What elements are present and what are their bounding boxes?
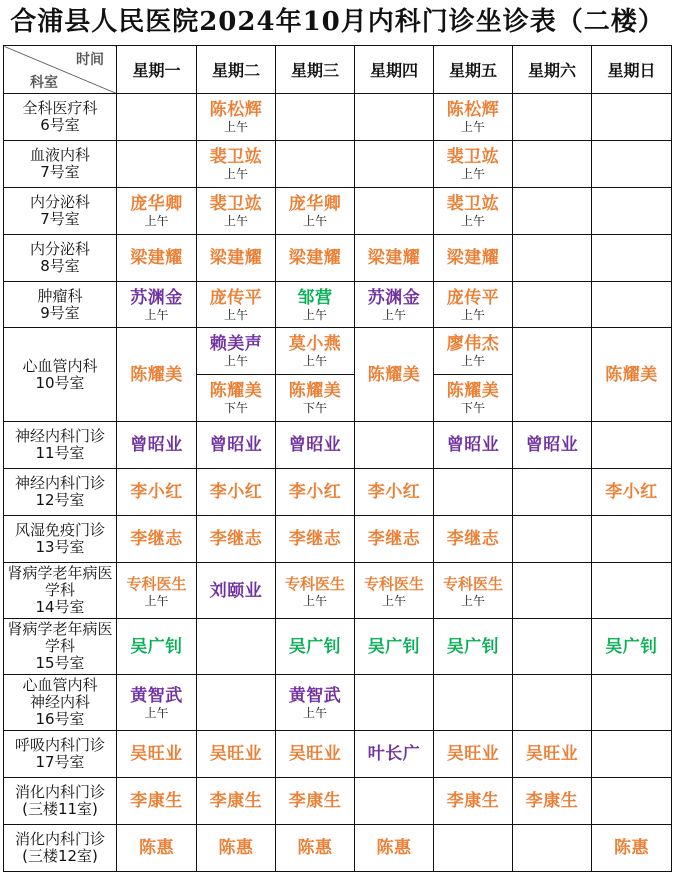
schedule-cell-sun xyxy=(592,422,672,469)
session-label: 上午 xyxy=(144,307,169,322)
schedule-cell-sun xyxy=(592,731,672,778)
dept-label: 全科医疗科 xyxy=(22,99,98,117)
doctor-name: 邹营 xyxy=(297,287,333,308)
schedule-cell-fri xyxy=(434,516,513,563)
schedule-cell-sat xyxy=(513,141,592,188)
schedule-cell-mon xyxy=(117,825,197,872)
session-label: 上午 xyxy=(460,167,485,181)
session-label: 上午 xyxy=(223,214,248,228)
schedule-cell-wed xyxy=(276,188,355,235)
schedule-cell-wed xyxy=(276,422,355,469)
schedule-cell-wed-am xyxy=(276,328,355,375)
dept-cell xyxy=(4,282,117,328)
schedule-cell-tue xyxy=(197,282,276,328)
schedule-cell-wed xyxy=(276,516,355,563)
schedule-cell-sun xyxy=(592,188,672,235)
schedule-cell-tue-pm xyxy=(197,375,276,422)
schedule-cell-tue xyxy=(197,619,276,675)
doctor-name: 陈惠 xyxy=(297,838,333,858)
schedule-cell-sun xyxy=(592,619,672,675)
day-header-sat: 星期六 xyxy=(513,46,592,94)
schedule-cell-fri xyxy=(434,619,513,675)
dept-cell xyxy=(4,141,117,188)
dept-label: 学科 xyxy=(44,637,75,655)
dept-label: 12号室 xyxy=(35,491,85,509)
session-label: 上午 xyxy=(460,120,485,134)
page-title: 合浦县人民医院2024年10月内科门诊坐诊表（二楼） xyxy=(10,7,665,37)
doctor-name: 庞华卿 xyxy=(288,194,342,214)
dept-cell xyxy=(4,675,117,731)
schedule-cell-tue xyxy=(197,675,276,731)
doctor-name: 苏渊金 xyxy=(130,287,183,308)
schedule-cell-mon xyxy=(117,188,197,235)
schedule-cell-mon xyxy=(117,675,197,731)
doctor-name: 黄智武 xyxy=(288,685,342,706)
doctor-name: 吴旺业 xyxy=(288,744,342,764)
doctor-name: 刘颐业 xyxy=(209,580,263,601)
schedule-cell-tue xyxy=(197,141,276,188)
doctor-name: 李小红 xyxy=(605,482,658,502)
schedule-cell-fri xyxy=(434,235,513,282)
dept-label: 9号室 xyxy=(40,303,80,322)
dept-cell xyxy=(4,516,117,563)
session-label: 下午 xyxy=(223,401,248,415)
doctor-name: 陈耀美 xyxy=(130,364,183,385)
schedule-cell-thu xyxy=(355,235,434,282)
schedule-cell-tue xyxy=(197,188,276,235)
schedule-body xyxy=(4,94,672,872)
dept-label: 14号室 xyxy=(35,598,85,616)
doctor-name: 陈惠 xyxy=(218,838,254,858)
doctor-name: 吴广钊 xyxy=(605,636,658,657)
schedule-cell-thu xyxy=(355,516,434,563)
schedule-cell-wed xyxy=(276,619,355,675)
dept-label: 11号室 xyxy=(35,444,85,462)
doctor-name: 陈耀美 xyxy=(288,381,342,401)
table-row xyxy=(4,563,672,619)
session-label: 下午 xyxy=(302,401,327,415)
dept-label: 消化内科门诊 xyxy=(14,783,105,801)
schedule-cell-wed xyxy=(276,825,355,872)
dept-label: 神经内科门诊 xyxy=(14,474,105,492)
schedule-cell-wed xyxy=(276,235,355,282)
dept-cell xyxy=(4,469,117,516)
schedule-table xyxy=(3,45,672,872)
dept-label: 肾病学老年病医 xyxy=(7,620,113,638)
schedule-cell-wed xyxy=(276,563,355,619)
doctor-name: 李康生 xyxy=(525,791,579,811)
schedule-cell-fri-am xyxy=(434,328,513,375)
session-label: 上午 xyxy=(381,307,406,322)
doctor-name: 裴卫竑 xyxy=(209,194,263,214)
schedule-cell-sat xyxy=(513,675,592,731)
table-row xyxy=(4,94,672,141)
schedule-cell-tue xyxy=(197,469,276,516)
doctor-name: 专科医生 xyxy=(284,574,345,593)
table-row xyxy=(4,825,672,872)
schedule-cell-sat xyxy=(513,516,592,563)
dept-label: (三楼11室) xyxy=(22,800,98,818)
doctor-name: 梁建耀 xyxy=(288,248,342,268)
schedule-cell-sun xyxy=(592,235,672,282)
dept-cell xyxy=(4,188,117,235)
schedule-cell-mon xyxy=(117,563,197,619)
session-label: 上午 xyxy=(460,307,485,322)
day-header-fri: 星期五 xyxy=(434,46,513,94)
schedule-cell-wed xyxy=(276,141,355,188)
day-header-tue: 星期二 xyxy=(197,46,276,94)
doctor-name: 曾昭业 xyxy=(130,435,183,455)
dept-cell xyxy=(4,328,117,422)
session-label: 上午 xyxy=(302,593,327,608)
session-label: 上午 xyxy=(302,307,327,322)
schedule-cell-thu xyxy=(355,141,434,188)
doctor-name: 陈耀美 xyxy=(446,381,500,401)
schedule-cell-mon xyxy=(117,469,197,516)
schedule-cell-tue xyxy=(197,94,276,141)
doctor-name: 专科医生 xyxy=(442,574,503,593)
doctor-name: 陈耀美 xyxy=(367,364,421,385)
dept-cell xyxy=(4,731,117,778)
schedule-cell-mon xyxy=(117,235,197,282)
dept-label: 7号室 xyxy=(40,210,80,228)
session-label: 上午 xyxy=(302,214,327,228)
doctor-name: 李小红 xyxy=(209,482,263,502)
doctor-name: 专科医生 xyxy=(126,574,187,593)
schedule-cell-thu xyxy=(355,469,434,516)
dept-label: 13号室 xyxy=(35,538,85,556)
doctor-name: 叶长广 xyxy=(367,744,421,764)
schedule-cell-sun xyxy=(592,675,672,731)
schedule-cell-mon xyxy=(117,141,197,188)
dept-label: 内分泌科 xyxy=(29,240,90,258)
schedule-cell-mon xyxy=(117,422,197,469)
corner-time-label: 时间 xyxy=(76,52,104,68)
dept-label: 肾病学老年病医 xyxy=(7,564,113,582)
doctor-name: 庞传平 xyxy=(446,287,500,308)
schedule-cell-sun xyxy=(592,778,672,825)
session-label: 上午 xyxy=(144,705,169,720)
doctor-name: 吴旺业 xyxy=(525,744,579,764)
schedule-cell-fri xyxy=(434,563,513,619)
doctor-name: 梁建耀 xyxy=(367,248,421,268)
day-header-wed: 星期三 xyxy=(276,46,355,94)
session-label: 上午 xyxy=(460,354,485,368)
session-label: 上午 xyxy=(460,214,485,228)
schedule-cell-sun xyxy=(592,516,672,563)
dept-label: 17号室 xyxy=(35,753,85,771)
schedule-cell-thu xyxy=(355,731,434,778)
doctor-name: 吴广钊 xyxy=(446,636,500,657)
dept-label: 风湿免疫门诊 xyxy=(14,521,105,539)
schedule-cell-thu xyxy=(355,188,434,235)
doctor-name: 李小红 xyxy=(288,482,342,502)
doctor-name: 李继志 xyxy=(367,529,421,549)
schedule-cell-fri xyxy=(434,422,513,469)
table-row xyxy=(4,731,672,778)
table-row xyxy=(4,235,672,282)
schedule-cell-thu xyxy=(355,563,434,619)
doctor-name: 裴卫竑 xyxy=(446,147,500,167)
session-label: 上午 xyxy=(223,167,248,181)
schedule-cell-tue xyxy=(197,422,276,469)
corner-header-cell xyxy=(4,46,117,94)
table-row xyxy=(4,422,672,469)
doctor-name: 莫小燕 xyxy=(288,334,342,354)
doctor-name: 李康生 xyxy=(288,791,342,811)
doctor-name: 陈松辉 xyxy=(446,100,500,120)
dept-label: 10号室 xyxy=(35,373,85,392)
dept-label: 血液内科 xyxy=(29,146,90,164)
day-header-thu: 星期四 xyxy=(355,46,434,94)
schedule-cell-sat xyxy=(513,94,592,141)
day-header-mon: 星期一 xyxy=(117,46,197,94)
schedule-cell-sun xyxy=(592,469,672,516)
schedule-cell-fri xyxy=(434,282,513,328)
schedule-cell-thu xyxy=(355,94,434,141)
doctor-name: 曾昭业 xyxy=(446,435,500,455)
schedule-cell-sat xyxy=(513,563,592,619)
table-row xyxy=(4,675,672,731)
corner-dept-label: 科室 xyxy=(30,75,58,91)
dept-label: 16号室 xyxy=(35,710,85,728)
dept-label: 8号室 xyxy=(40,257,80,275)
schedule-cell-sat xyxy=(513,731,592,778)
schedule-cell-sat xyxy=(513,188,592,235)
doctor-name: 吴广钊 xyxy=(130,636,183,657)
doctor-name: 吴旺业 xyxy=(209,744,263,764)
schedule-cell-fri xyxy=(434,675,513,731)
doctor-name: 陈惠 xyxy=(139,838,174,858)
schedule-cell-tue xyxy=(197,778,276,825)
doctor-name: 梁建耀 xyxy=(209,248,263,268)
dept-label: 心血管内科 xyxy=(22,356,98,375)
dept-label: 消化内科门诊 xyxy=(14,830,105,848)
session-label: 上午 xyxy=(302,705,327,720)
session-label: 上午 xyxy=(381,593,406,608)
session-label: 上午 xyxy=(144,593,169,608)
doctor-name: 吴广钊 xyxy=(288,636,342,657)
dept-cell xyxy=(4,778,117,825)
schedule-cell-sun xyxy=(592,282,672,328)
doctor-name: 梁建耀 xyxy=(130,248,183,268)
table-row xyxy=(4,778,672,825)
schedule-cell-fri xyxy=(434,731,513,778)
schedule-cell-fri xyxy=(434,94,513,141)
schedule-cell-sat xyxy=(513,619,592,675)
doctor-name: 李小红 xyxy=(130,482,183,502)
doctor-name: 陈惠 xyxy=(376,838,412,858)
schedule-cell-wed xyxy=(276,778,355,825)
dept-label: 学科 xyxy=(44,581,75,599)
schedule-cell-thu xyxy=(355,282,434,328)
doctor-name: 苏渊金 xyxy=(367,287,421,308)
schedule-cell-thu xyxy=(355,675,434,731)
dept-cell xyxy=(4,825,117,872)
schedule-cell-mon xyxy=(117,328,197,422)
dept-label: 心血管内科 xyxy=(22,676,98,694)
session-label: 上午 xyxy=(223,354,248,368)
doctor-name: 裴卫竑 xyxy=(446,194,500,214)
dept-label: 6号室 xyxy=(40,116,80,134)
doctor-name: 庞华卿 xyxy=(130,194,183,214)
schedule-cell-wed xyxy=(276,94,355,141)
schedule-cell-sat xyxy=(513,422,592,469)
table-row xyxy=(4,328,672,375)
schedule-cell-wed-pm xyxy=(276,375,355,422)
schedule-cell-tue xyxy=(197,731,276,778)
schedule-cell-thu xyxy=(355,619,434,675)
schedule-cell-thu xyxy=(355,778,434,825)
doctor-name: 李继志 xyxy=(288,529,342,549)
schedule-cell-fri xyxy=(434,825,513,872)
schedule-cell-tue xyxy=(197,825,276,872)
schedule-cell-wed xyxy=(276,675,355,731)
schedule-cell-thu xyxy=(355,422,434,469)
schedule-cell-tue xyxy=(197,516,276,563)
doctor-name: 裴卫竑 xyxy=(209,147,263,167)
dept-cell xyxy=(4,619,117,675)
table-row xyxy=(4,469,672,516)
doctor-name: 吴广钊 xyxy=(367,636,421,657)
session-label: 上午 xyxy=(223,307,248,322)
schedule-cell-thu xyxy=(355,328,434,422)
schedule-cell-tue-am xyxy=(197,328,276,375)
dept-label: 内分泌科 xyxy=(29,193,90,211)
doctor-name: 吴旺业 xyxy=(130,744,183,764)
schedule-cell-tue xyxy=(197,235,276,282)
schedule-cell-mon xyxy=(117,516,197,563)
schedule-cell-wed xyxy=(276,469,355,516)
table-row xyxy=(4,619,672,675)
schedule-cell-sat xyxy=(513,469,592,516)
schedule-cell-mon xyxy=(117,778,197,825)
doctor-name: 廖伟杰 xyxy=(446,334,500,354)
schedule-cell-sat xyxy=(513,235,592,282)
header-row xyxy=(4,46,672,94)
doctor-name: 陈惠 xyxy=(614,838,649,858)
session-label: 上午 xyxy=(302,354,327,368)
doctor-name: 李继志 xyxy=(209,529,263,549)
dept-cell xyxy=(4,563,117,619)
dept-label: 神经内科 xyxy=(29,693,90,711)
day-header-sun: 星期日 xyxy=(592,46,672,94)
doctor-name: 李康生 xyxy=(130,791,183,811)
doctor-name: 曾昭业 xyxy=(209,435,263,455)
doctor-name: 陈松辉 xyxy=(209,100,263,120)
schedule-cell-wed xyxy=(276,731,355,778)
doctor-name: 赖美声 xyxy=(209,334,263,354)
doctor-name: 专科医生 xyxy=(363,574,424,593)
dept-label: 15号室 xyxy=(35,654,85,672)
doctor-name: 庞传平 xyxy=(209,287,263,308)
schedule-cell-sun xyxy=(592,141,672,188)
schedule-cell-sun xyxy=(592,563,672,619)
dept-cell xyxy=(4,94,117,141)
schedule-cell-sun xyxy=(592,94,672,141)
doctor-name: 李康生 xyxy=(446,791,500,811)
doctor-name: 陈耀美 xyxy=(605,364,658,385)
doctor-name: 李继志 xyxy=(446,529,500,549)
schedule-cell-fri xyxy=(434,188,513,235)
schedule-cell-mon xyxy=(117,94,197,141)
table-row xyxy=(4,188,672,235)
schedule-cell-fri xyxy=(434,141,513,188)
doctor-name: 曾昭业 xyxy=(525,435,579,455)
schedule-cell-fri xyxy=(434,469,513,516)
schedule-cell-mon xyxy=(117,619,197,675)
session-label: 上午 xyxy=(144,214,169,228)
doctor-name: 梁建耀 xyxy=(446,248,500,268)
session-label: 下午 xyxy=(460,401,485,415)
schedule-cell-sat xyxy=(513,328,592,422)
dept-label: 神经内科门诊 xyxy=(14,427,105,445)
schedule-cell-fri xyxy=(434,778,513,825)
doctor-name: 李继志 xyxy=(130,529,183,549)
schedule-cell-sun xyxy=(592,328,672,422)
dept-label: (三楼12室) xyxy=(22,847,98,865)
dept-label: 7号室 xyxy=(40,163,80,181)
schedule-cell-tue xyxy=(197,563,276,619)
dept-label: 呼吸内科门诊 xyxy=(14,736,105,754)
schedule-cell-sat xyxy=(513,778,592,825)
schedule-cell-wed xyxy=(276,282,355,328)
doctor-name: 李康生 xyxy=(209,791,263,811)
table-row xyxy=(4,282,672,328)
doctor-name: 黄智武 xyxy=(130,685,183,706)
dept-cell xyxy=(4,235,117,282)
schedule-cell-thu xyxy=(355,825,434,872)
session-label: 上午 xyxy=(223,120,248,134)
schedule-cell-sat xyxy=(513,825,592,872)
doctor-name: 吴旺业 xyxy=(446,744,500,764)
schedule-cell-mon xyxy=(117,282,197,328)
schedule-cell-mon xyxy=(117,731,197,778)
session-label: 上午 xyxy=(460,593,485,608)
dept-label: 肿瘤科 xyxy=(37,286,83,305)
dept-cell xyxy=(4,422,117,469)
table-row xyxy=(4,516,672,563)
table-row xyxy=(4,141,672,188)
doctor-name: 曾昭业 xyxy=(288,435,342,455)
doctor-name: 李小红 xyxy=(367,482,421,502)
doctor-name: 陈耀美 xyxy=(209,381,263,401)
schedule-cell-sat xyxy=(513,282,592,328)
schedule-cell-sun xyxy=(592,825,672,872)
schedule-cell-fri-pm xyxy=(434,375,513,422)
